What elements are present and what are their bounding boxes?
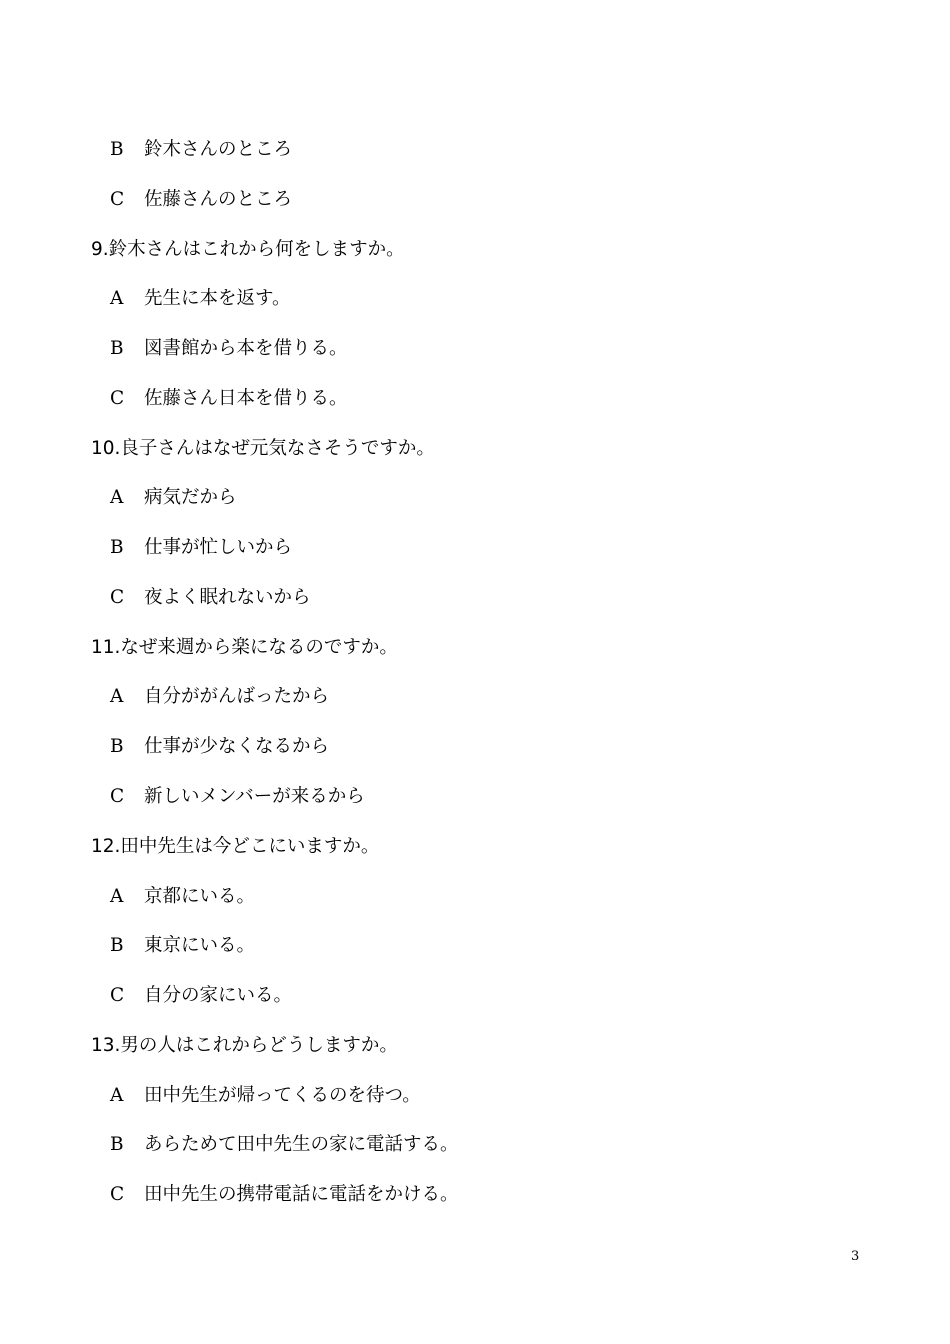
option-c-q12 [110, 984, 292, 1008]
option-letter: A [110, 288, 124, 309]
option-a-q10 [110, 486, 237, 510]
option-text: 先生に本を返す。 [144, 288, 291, 309]
option-text: 図書館から本を借りる。 [144, 338, 348, 359]
option-letter: B [110, 935, 124, 956]
option-letter: C [110, 786, 125, 807]
option-text: 田中先生が帰ってくるのを待つ。 [144, 1085, 421, 1106]
option-letter: A [110, 1085, 124, 1106]
option-c-q13 [110, 1183, 459, 1207]
option-letter: A [110, 686, 124, 707]
option-text: 仕事が忙しいから [144, 537, 293, 558]
option-text: 東京にいる。 [144, 935, 256, 956]
option-text: 田中先生の携帯電話に電話をかける。 [144, 1184, 459, 1205]
option-c-q11 [110, 785, 365, 809]
option-text: 自分の家にいる。 [144, 985, 293, 1006]
option-b-q8 [110, 138, 292, 162]
option-text: 仕事が少なくなるから [144, 736, 330, 757]
question-12: 12.田中先生は今どこにいますか。 [91, 836, 380, 857]
option-a-q11 [110, 685, 329, 709]
option-text: 新しいメンバーが来るから [144, 786, 365, 807]
option-c-q10 [110, 586, 311, 610]
option-letter: C [110, 985, 125, 1006]
option-c-q9 [110, 387, 348, 411]
option-text: 夜よく眠れないから [144, 587, 311, 608]
option-b-q12 [110, 934, 255, 958]
option-letter: B [110, 736, 124, 757]
option-text: 京都にいる。 [144, 886, 256, 907]
option-b-q9 [110, 337, 348, 361]
option-a-q12 [110, 885, 255, 909]
option-letter: C [110, 388, 125, 409]
option-letter: A [110, 487, 124, 508]
option-a-q9 [110, 287, 291, 311]
option-letter: C [110, 1184, 125, 1205]
option-text: 鈴木さんのところ [144, 139, 293, 160]
question-13: 13.男の人はこれからどうしますか。 [91, 1035, 398, 1056]
option-text: あらためて田中先生の家に電話する。 [144, 1134, 459, 1155]
page-number: 3 [851, 1249, 860, 1264]
option-b-q11 [110, 735, 329, 759]
option-letter: C [110, 587, 125, 608]
option-letter: B [110, 338, 124, 359]
option-c-q8 [110, 188, 292, 212]
option-a-q13 [110, 1084, 421, 1108]
option-letter: B [110, 1134, 124, 1155]
option-text: 佐藤さん日本を借りる。 [144, 388, 348, 409]
option-b-q13 [110, 1133, 459, 1157]
option-letter: B [110, 537, 124, 558]
option-letter: C [110, 189, 125, 210]
option-b-q10 [110, 536, 292, 560]
option-letter: B [110, 139, 124, 160]
question-11: 11.なぜ来週から楽になるのですか。 [91, 637, 398, 658]
option-text: 佐藤さんのところ [144, 189, 293, 210]
question-10: 10.良子さんはなぜ元気なさそうですか。 [91, 438, 435, 459]
option-letter: A [110, 886, 124, 907]
option-text: 自分ががんばったから [144, 686, 330, 707]
question-9: 9.鈴木さんはこれから何をしますか。 [91, 239, 405, 260]
option-text: 病気だから [144, 487, 237, 508]
